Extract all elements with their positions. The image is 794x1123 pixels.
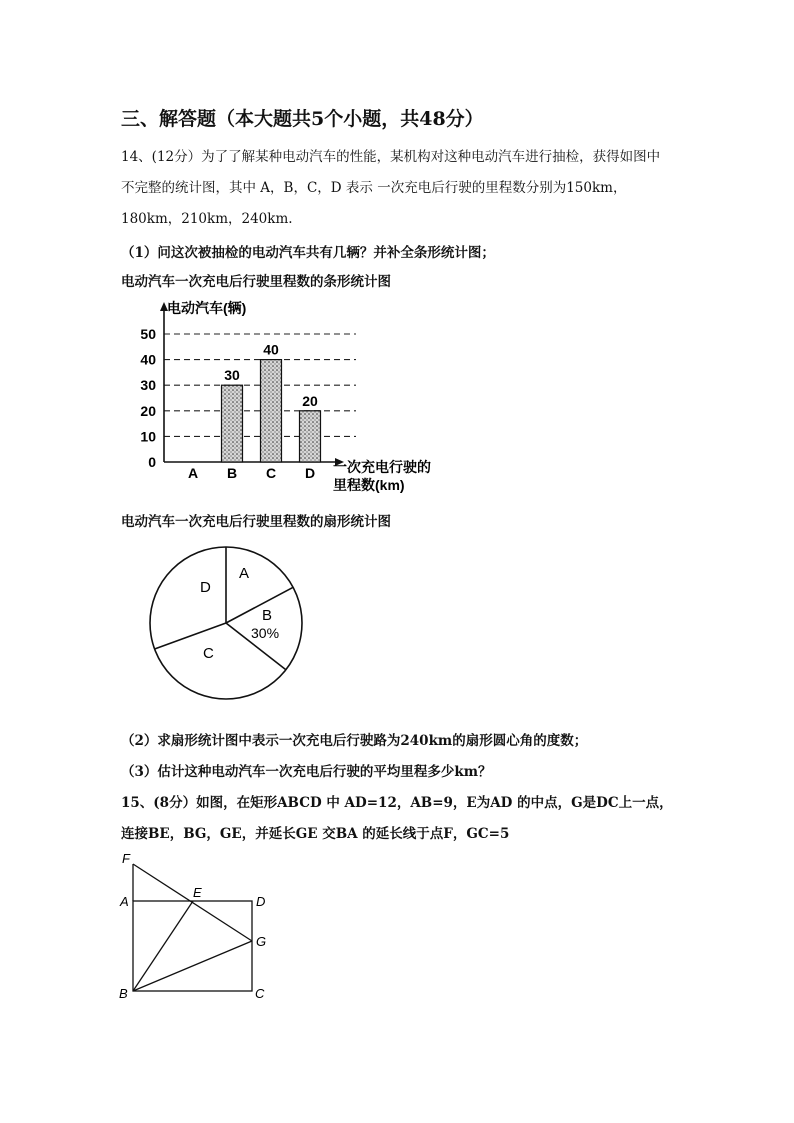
y-tick-10: 10 [140, 428, 156, 445]
pie-label-b: B [262, 607, 273, 624]
q15-line-2: 连接BE，BG，GE，并延长GE 交BA 的延长线于点F，GC=5 [121, 826, 510, 842]
pie-label-a: A [239, 565, 250, 582]
bar-b [222, 385, 243, 462]
x-category-d: D [304, 465, 316, 481]
bar-c [261, 360, 282, 462]
bar-d [300, 411, 321, 462]
bar-value-label-d: 20 [302, 392, 318, 409]
pie-label-c: C [203, 645, 214, 662]
bar-value-label-c: 40 [263, 341, 279, 358]
point-g-label: G [256, 934, 267, 949]
x-category-c: C [265, 465, 277, 481]
line-bg [133, 941, 252, 991]
y-tick-30: 30 [140, 377, 156, 394]
x-category-a: A [187, 465, 199, 481]
q14-line-2: 不完整的统计图，其中 A，B，C，D 表示 一次充电后行驶的里程数分别为150km， [121, 180, 627, 196]
pie-label-d: D [200, 579, 211, 596]
bar-chart-caption: 电动汽车一次充电后行驶里程数的条形统计图 [121, 274, 391, 290]
section-heading: 三、解答题（本大题共5个小题，共48分） [121, 108, 484, 130]
point-f-label: F [122, 851, 130, 866]
rectangle-geometry-figure [115, 848, 275, 1008]
line-be [133, 901, 193, 991]
x-axis-title-line-1: 一次充电行驶的 [333, 459, 431, 475]
point-e-label: E [193, 885, 202, 900]
y-axis-title: 电动汽车(辆) [167, 300, 247, 316]
point-a-label: A [120, 894, 129, 909]
pie-chart [145, 540, 320, 710]
q15-line-1: 15、(8分）如图，在矩形ABCD 中 AD=12，AB=9，E为AD 的中点，G是DC上一点， [121, 795, 673, 811]
y-tick-50: 50 [140, 326, 156, 342]
q14-sub-question-3: （3）估计这种电动汽车一次充电后行驶的平均里程多少km？ [121, 764, 492, 780]
q14-line-3: 180km，210km，240km. [121, 211, 293, 227]
y-tick-40: 40 [140, 351, 156, 368]
pie-chart-caption: 电动汽车一次充电后行驶里程数的扇形统计图 [121, 514, 391, 530]
q14-sub-question-2: （2）求扇形统计图中表示一次充电后行驶路为240km的扇形圆心角的度数； [121, 733, 588, 749]
x-axis-title-line-2: 里程数(km) [333, 477, 405, 493]
point-d-label: D [256, 894, 266, 909]
pie-percent-b: 30% [251, 625, 280, 641]
q14-sub-question-1: （1）问这次被抽检的电动汽车共有几辆？并补全条形统计图； [121, 245, 495, 261]
point-b-label: B [119, 986, 128, 1001]
y-tick-0: 0 [148, 454, 156, 470]
q14-line-1: 14、(12分）为了了解某种电动汽车的性能，某机构对这种电动汽车进行抽检，获得如图中 [121, 149, 661, 165]
y-tick-20: 20 [140, 402, 156, 419]
rectangle-abcd [133, 901, 252, 991]
x-category-b: B [226, 465, 238, 481]
bar-chart [120, 293, 460, 503]
bar-value-label-b: 30 [224, 367, 240, 384]
point-c-label: C [255, 986, 265, 1001]
